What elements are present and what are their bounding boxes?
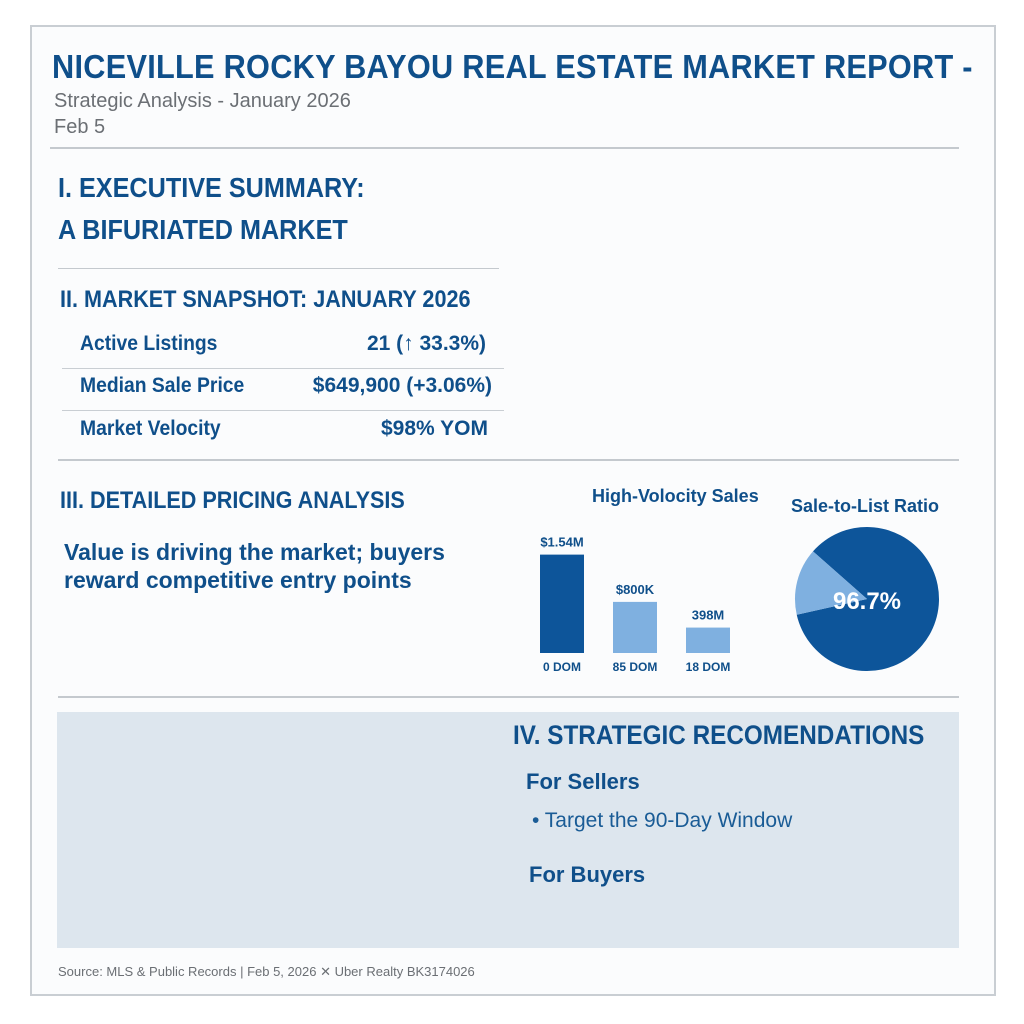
- pricing-heading: III. DETAILED PRICING ANALYSIS: [60, 487, 405, 514]
- bar-0-dom: [540, 555, 584, 653]
- bar-85-dom: [613, 602, 657, 653]
- sellers-heading: For Sellers: [526, 769, 640, 794]
- executive-summary-subheading: A BIFURIATED MARKET: [58, 214, 348, 245]
- snapshot-label: Market Velocity: [80, 417, 221, 440]
- bar-data-label: $1.54M: [540, 534, 584, 550]
- snapshot-heading: II. MARKET SNAPSHOT: JANUARY 2026: [60, 286, 471, 313]
- footer-source: Source: MLS & Public Records | Feb 5, 2026 ✕ Uber Realty BK3174026: [58, 964, 475, 979]
- snapshot-label: Median Sale Price: [80, 374, 245, 397]
- header-divider: [50, 147, 959, 149]
- executive-summary-heading: I. EXECUTIVE SUMMARY:: [58, 172, 365, 203]
- bar-data-label: $800K: [615, 581, 655, 597]
- bar-category-label: 85 DOM: [612, 660, 658, 674]
- snapshot-value: $98% YOM: [381, 417, 488, 440]
- bar-chart-title: High-Volocity Sales: [592, 486, 759, 506]
- bar-chart: [540, 520, 790, 680]
- sellers-bullet: • Target the 90-Day Window: [532, 809, 793, 832]
- report-date: Feb 5: [54, 116, 106, 138]
- pie-center-label: 96.7%: [832, 588, 902, 615]
- snapshot-value: $649,900 (+3.06%): [312, 374, 492, 397]
- pricing-lead-text: Value is driving the market; buyers reward competitive entry points: [64, 539, 445, 593]
- snapshot-row: [62, 326, 504, 369]
- snapshot-value: 21 (↑ 33.3%): [366, 332, 486, 355]
- section-divider: [58, 459, 959, 461]
- bar-18-dom: [686, 628, 730, 653]
- report-title: NICEVILLE ROCKY BAYOU REAL ESTATE MARKET REPORT -: [52, 48, 973, 85]
- section-divider: [58, 268, 499, 269]
- pie-chart: [790, 522, 944, 676]
- recommendations-heading: IV. STRATEGIC RECOMENDATIONS: [513, 720, 925, 750]
- snapshot-row: [62, 368, 504, 411]
- bar-category-label: 0 DOM: [542, 660, 582, 674]
- snapshot-label: Active Listings: [80, 332, 218, 355]
- report-subtitle: Strategic Analysis - January 2026: [54, 90, 351, 112]
- bar-category-label: 18 DOM: [685, 660, 731, 674]
- snapshot-row: [62, 411, 504, 453]
- section-divider: [58, 696, 959, 698]
- buyers-heading: For Buyers: [529, 862, 646, 887]
- bar-data-label: 398M: [691, 607, 725, 623]
- pie-chart-title: Sale-to-List Ratio: [791, 496, 940, 516]
